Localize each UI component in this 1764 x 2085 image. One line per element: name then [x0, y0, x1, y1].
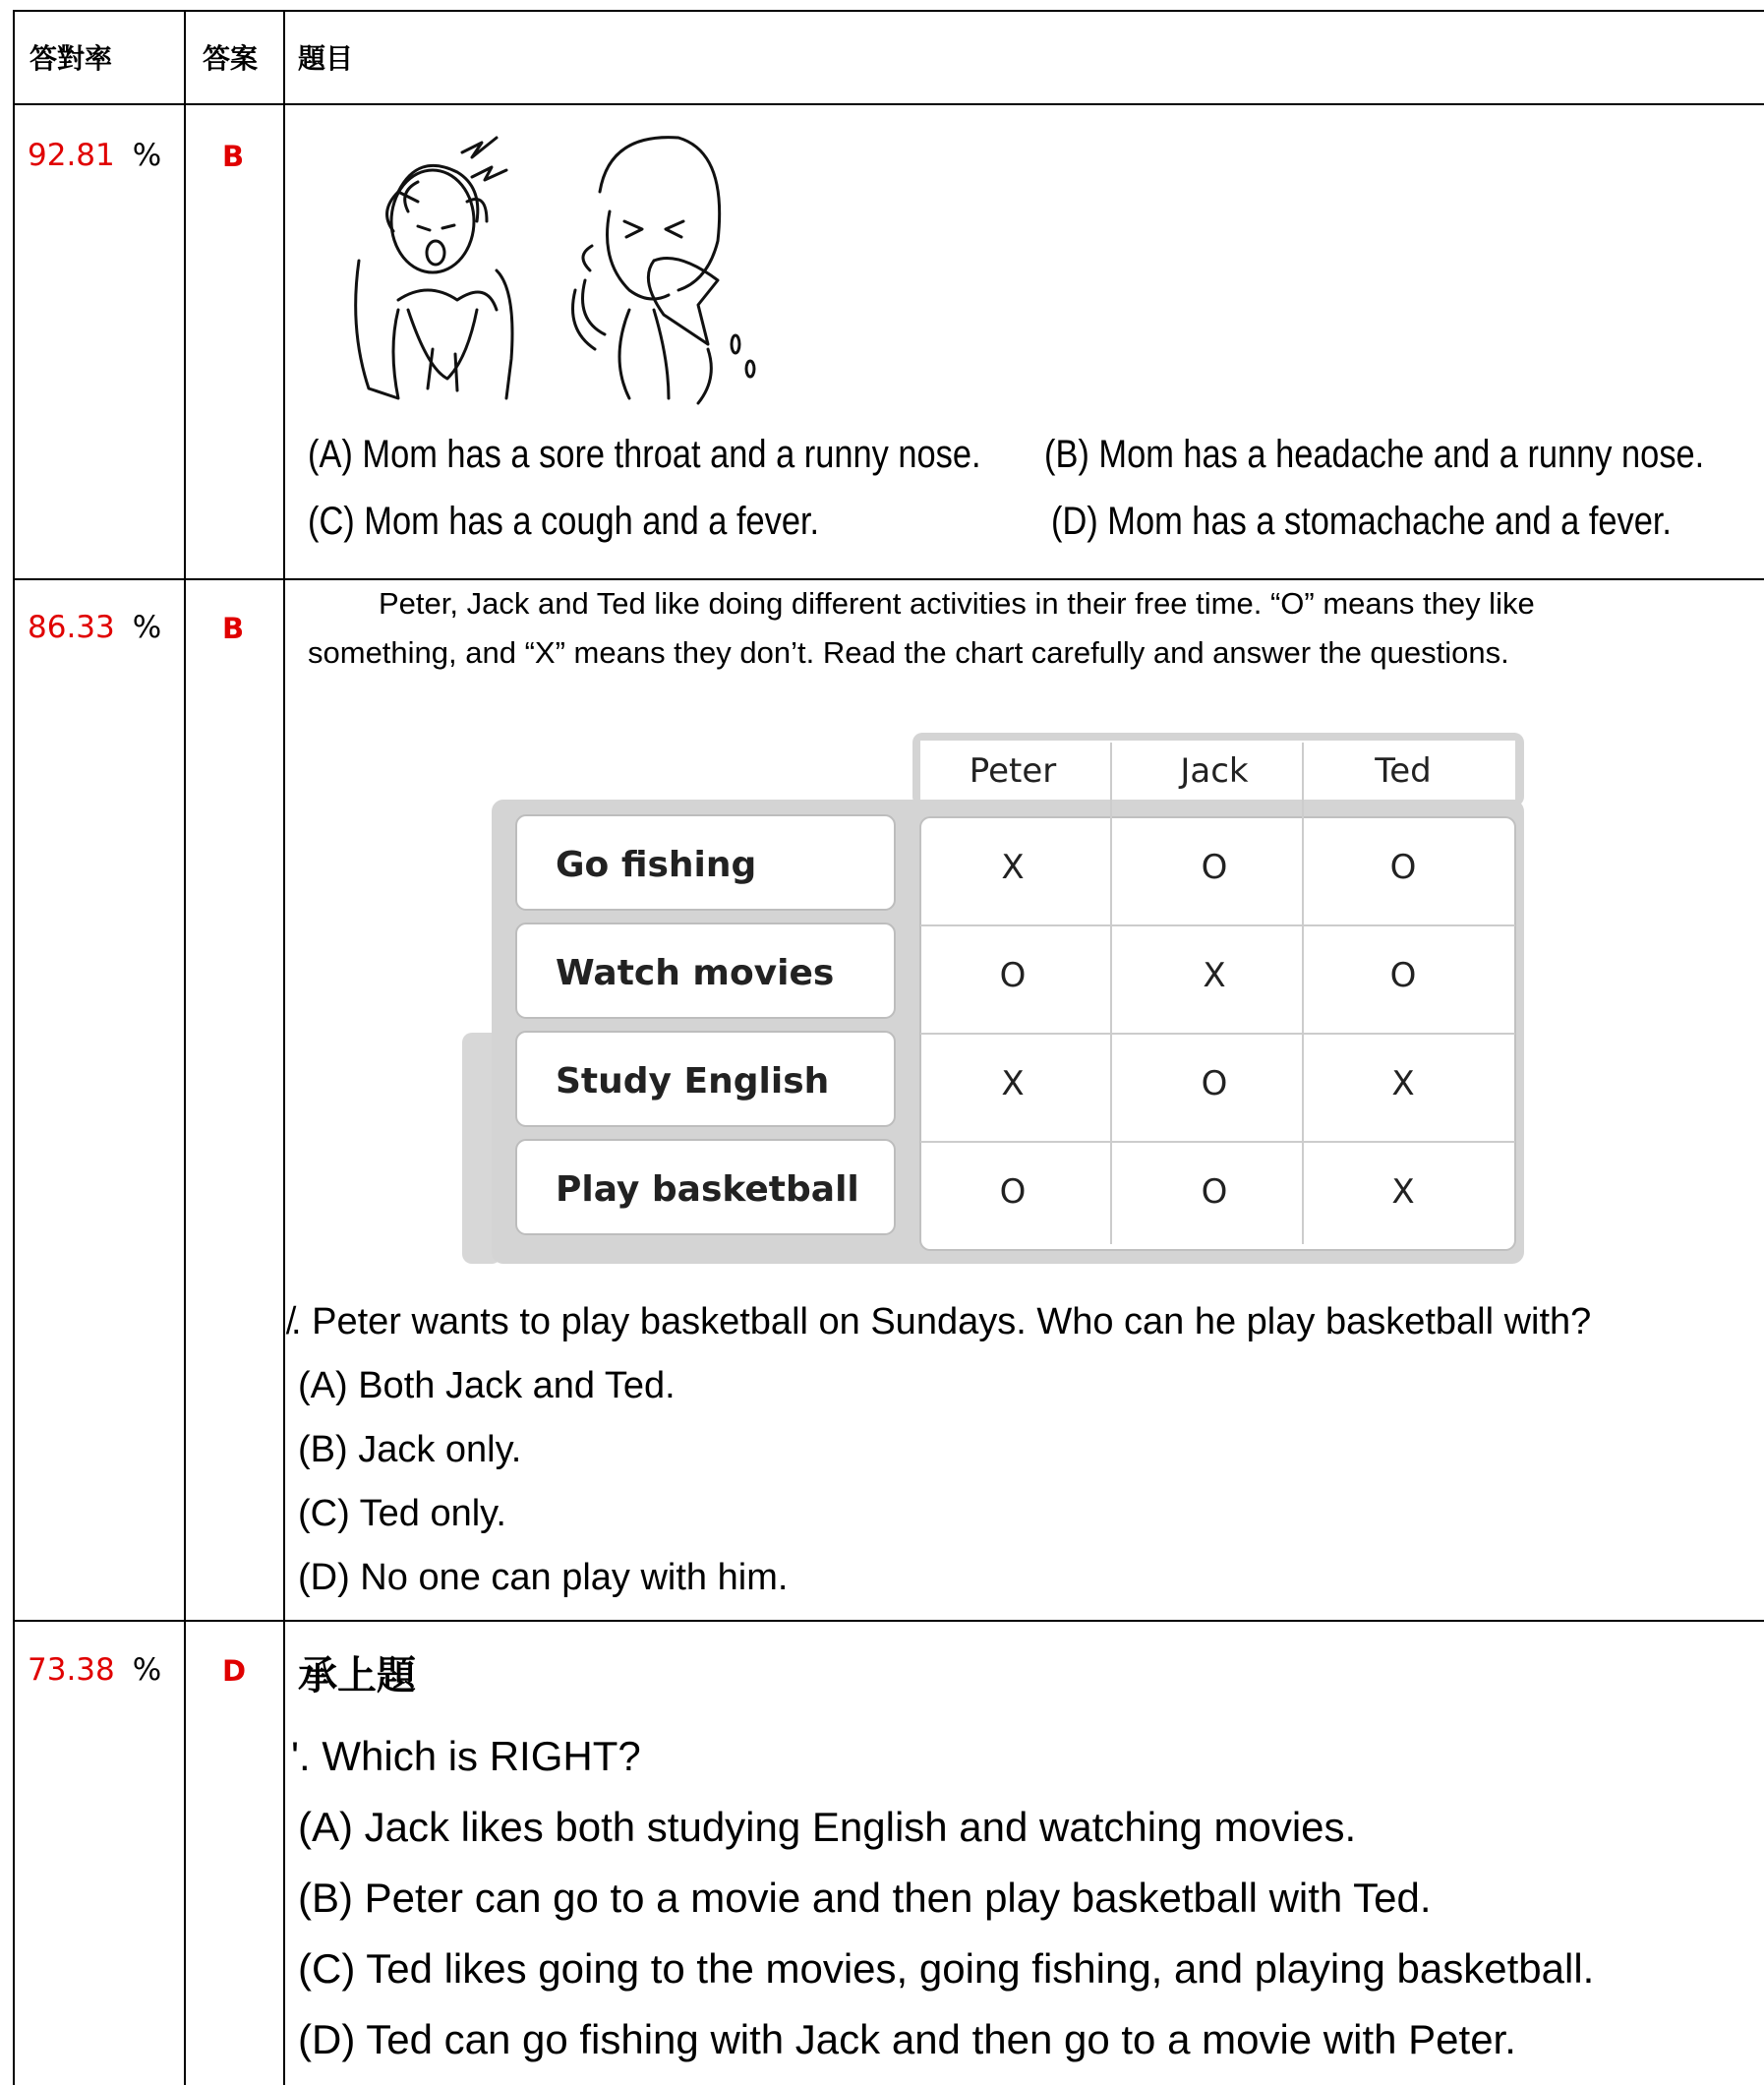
table-rule [283, 10, 285, 2085]
correct-answer: B [222, 140, 245, 173]
answer-rate [28, 1652, 161, 1688]
answer-rate [28, 610, 161, 645]
chart-column-header: Peter [969, 751, 1057, 791]
option-d: (D) Mom has a stomachache and a fever. [1051, 500, 1672, 543]
subtitle: 承上題 [298, 1653, 416, 1698]
chart-cell-mark: O [1201, 1064, 1228, 1103]
activity-chart [462, 733, 1534, 1274]
table-rule [13, 10, 15, 2085]
chart-row-label: Study English [556, 1061, 830, 1102]
option-b: (B) Peter can go to a movie and then play basketball with Ted. [298, 1875, 1432, 1921]
chart-cell-mark: O [1389, 956, 1417, 995]
table-rule [13, 578, 1764, 580]
header-rate: 答對率 [29, 42, 113, 75]
headache-illustration [339, 133, 772, 408]
chart-column-header: Jack [1180, 751, 1249, 791]
chart-cell-mark: O [999, 1172, 1027, 1212]
chart-row-label: Play basketball [556, 1169, 859, 1210]
chart-cell-mark: X [1391, 1064, 1415, 1103]
correct-answer: D [222, 1654, 247, 1688]
rate-value: 73.38 [28, 1652, 115, 1688]
option-c: (C) Mom has a cough and a fever. [308, 500, 820, 543]
chart-column-header: Ted [1375, 751, 1432, 791]
intro-line-2: something, and “X” means they don’t. Read the chart carefully and answer the questions. [308, 635, 1509, 670]
chart-cell-mark: O [999, 956, 1027, 995]
option-c: (C) Ted only. [298, 1493, 506, 1534]
question-text: '. Which is RIGHT? [291, 1733, 641, 1779]
table-rule [13, 1620, 1764, 1622]
chart-cell-mark: X [1203, 956, 1226, 995]
option-d: (D) No one can play with him. [298, 1557, 789, 1598]
option-d: (D) Ted can go fishing with Jack and then go to a movie with Peter. [298, 2016, 1516, 2062]
correct-answer: B [222, 612, 245, 645]
option-b: (B) Mom has a headache and a runny nose. [1044, 433, 1705, 476]
chart-cell-mark: O [1389, 848, 1417, 887]
chart-cell-mark: X [1001, 1064, 1025, 1103]
answer-rate [28, 138, 161, 173]
rate-value: 92.81 [28, 138, 115, 173]
chart-cell-mark: O [1201, 1172, 1228, 1212]
rate-value: 86.33 [28, 610, 115, 645]
chart-cell-mark: X [1391, 1172, 1415, 1212]
chart-row-label: Go fishing [556, 845, 757, 885]
option-a: (A) Jack likes both studying English and watching movies. [298, 1804, 1357, 1850]
chart-cell-mark: X [1001, 848, 1025, 887]
header-answer: 答案 [203, 42, 259, 75]
table-rule [184, 10, 186, 2085]
percent-sign: % [132, 610, 162, 645]
percent-sign: % [132, 1652, 162, 1688]
chart-row-label: Watch movies [556, 953, 835, 993]
option-c: (C) Ted likes going to the movies, going fishing, and playing basketball. [298, 1945, 1595, 1992]
option-a: (A) Both Jack and Ted. [298, 1365, 676, 1406]
option-b: (B) Jack only. [298, 1429, 522, 1470]
chart-cell-mark: O [1201, 848, 1228, 887]
intro-line-1: Peter, Jack and Ted like doing different activities in their free time. “O” means they like [379, 586, 1535, 621]
question-text: ̸. Peter wants to play basketball on Sundays. Who can he play basketball with? [291, 1301, 1592, 1342]
percent-sign: % [132, 138, 162, 173]
table-rule [13, 10, 1764, 12]
option-a: (A) Mom has a sore throat and a runny nose. [308, 433, 981, 476]
table-rule [13, 103, 1764, 105]
header-question: 題目 [298, 42, 354, 75]
